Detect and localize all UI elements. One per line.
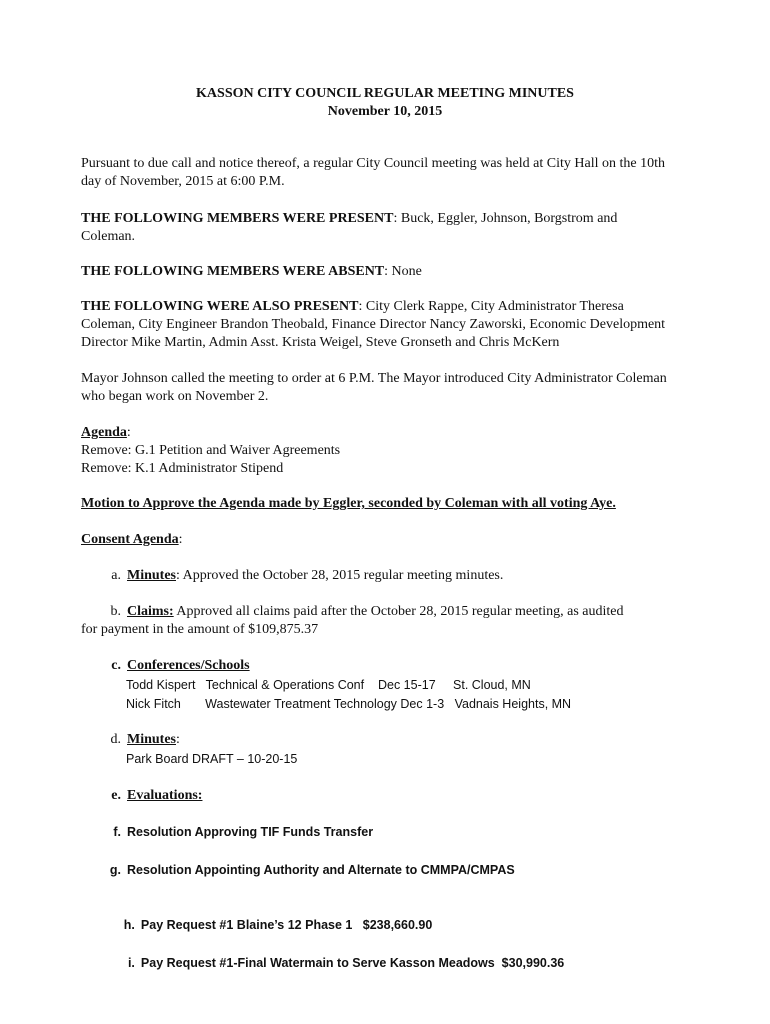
members-absent — [81, 263, 721, 281]
intro-paragraph — [81, 155, 721, 191]
item-c-title: Conferences/Schools — [127, 658, 250, 673]
item-e-title: Evaluations: — [127, 788, 203, 803]
present-line-2: Coleman. — [81, 229, 136, 244]
item-letter: c. — [111, 658, 121, 673]
item-g-title: Resolution Appointing Authority and Alternate to CMMPA/CMPAS — [127, 863, 515, 877]
consent-agenda-heading-line — [81, 531, 721, 549]
absent-text: : None — [384, 264, 422, 279]
consent-item-b — [99, 603, 623, 621]
consent-item-c — [99, 657, 250, 675]
item-b-title: Claims: — [127, 604, 174, 619]
park-board-minutes: Park Board DRAFT – 10-20-15 — [126, 752, 298, 766]
agenda-remove-1: Remove: G.1 Petition and Waiver Agreements — [81, 443, 341, 458]
agenda-colon: : — [126, 425, 131, 440]
meeting-date: November 10, 2015 — [327, 104, 443, 119]
item-b-text: Approved all claims paid after the October 28, 2015 regular meeting, as audited — [173, 604, 624, 619]
item-d-colon: : — [176, 732, 180, 747]
also-present-line-2: Coleman, City Engineer Brandon Theobald, Finance Director Nancy Zaworski, Economic Development — [81, 317, 666, 332]
item-a-title: Minutes — [127, 568, 176, 583]
present-text: : Buck, Eggler, Johnson, Borgstrom and — [393, 211, 618, 226]
consent-item-d — [99, 731, 180, 749]
present-label: THE FOLLOWING MEMBERS WERE PRESENT — [81, 211, 394, 226]
also-present-text: : City Clerk Rappe, City Administrator Theresa — [358, 299, 624, 314]
page-title: KASSON CITY COUNCIL REGULAR MEETING MINUTES — [196, 86, 574, 101]
absent-label: THE FOLLOWING MEMBERS WERE ABSENT — [81, 264, 385, 279]
conference-row-1: Todd Kispert Technical & Operations Conf Dec 15-17 St. Cloud, MN — [126, 678, 531, 692]
agenda-remove-2: Remove: K.1 Administrator Stipend — [81, 461, 284, 476]
members-present — [81, 210, 721, 246]
item-letter: i. — [127, 956, 135, 970]
item-a-text: : Approved the October 28, 2015 regular meeting minutes. — [176, 568, 504, 583]
also-present — [81, 298, 721, 352]
agenda-heading: Agenda — [81, 425, 127, 440]
consent-item-i — [99, 936, 564, 990]
also-present-label: THE FOLLOWING WERE ALSO PRESENT — [81, 299, 359, 314]
item-b-line-2: for payment in the amount of $109,875.37 — [81, 622, 319, 637]
consent-agenda-colon: : — [178, 532, 183, 547]
item-h-title: Pay Request #1 Blaine’s 12 Phase 1 $238,660.90 — [140, 918, 433, 932]
item-d-title: Minutes — [127, 732, 176, 747]
consent-item-a — [99, 567, 503, 585]
conference-row-2: Nick Fitch Wastewater Treatment Technology Dec 1-3 Vadnais Heights, MN — [126, 697, 572, 711]
agenda-motion: Motion to Approve the Agenda made by Eggler, seconded by Coleman with all voting Aye. — [81, 496, 616, 511]
item-letter: a. — [111, 568, 121, 583]
item-letter: e. — [111, 788, 121, 803]
item-f-title: Resolution Approving TIF Funds Transfer — [127, 825, 374, 839]
call-to-order-line-2: who began work on November 2. — [81, 389, 269, 404]
consent-item-g — [99, 861, 515, 879]
intro-line-1: Pursuant to due call and notice thereof, a regular City Council meeting was held at City Hall on the 10th — [81, 156, 665, 171]
item-letter: d. — [110, 732, 121, 747]
also-present-line-3: Director Mike Martin, Admin Asst. Krista Weigel, Steve Gronseth and Chris McKern — [81, 335, 560, 350]
agenda-section — [81, 424, 721, 478]
item-letter: f. — [113, 825, 121, 839]
intro-line-2: day of November, 2015 at 6:00 P.M. — [81, 174, 285, 189]
consent-agenda-heading: Consent Agenda — [81, 532, 179, 547]
consent-item-e — [99, 787, 202, 805]
item-letter: b. — [110, 604, 121, 619]
item-letter: h. — [123, 918, 135, 932]
call-to-order — [81, 370, 721, 406]
item-i-title: Pay Request #1-Final Watermain to Serve Kasson Meadows $30,990.36 — [140, 956, 565, 970]
consent-item-f — [99, 823, 373, 841]
item-letter: g. — [109, 863, 121, 877]
call-to-order-line-1: Mayor Johnson called the meeting to order at 6 P.M. The Mayor introduced City Administrator Coleman — [81, 371, 667, 386]
